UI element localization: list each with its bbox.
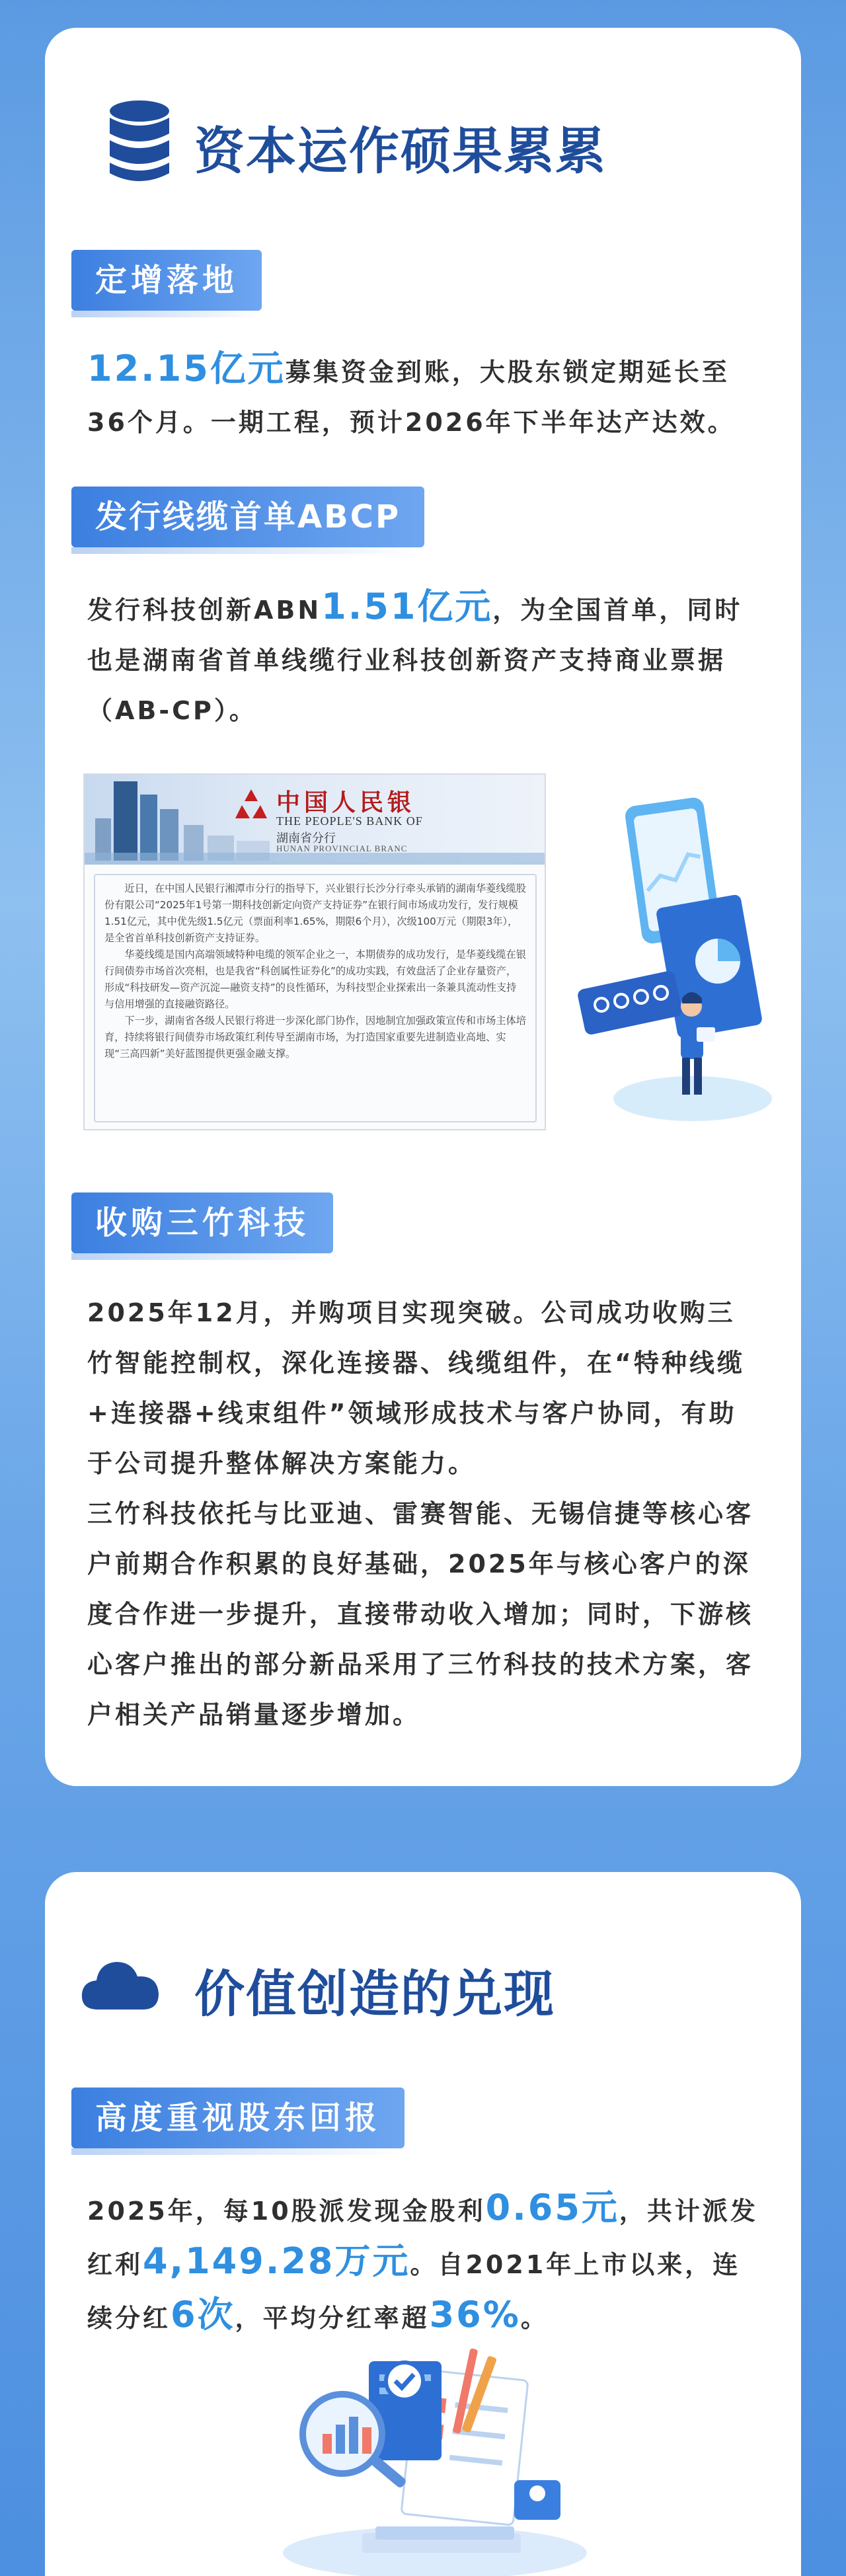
pboc-name-en: THE PEOPLE'S BANK OF (276, 814, 423, 828)
acquisition-paragraph-1: 2025年12月，并购项目实现突破。公司成功收购三竹智能控制权，深化连接器、线缆组件，在“特种线缆+连接器+线束组件”领域形成技术与客户协同，有助于公司提升整体解决方案能力。 (87, 1298, 745, 1478)
section-title: 资本运作硕果累累 (194, 122, 607, 180)
notice-paragraph: 近日，在中国人民银行湘潭市分行的指导下，兴业银行长沙分行牵头承销的湖南华菱线缆股份有限公司“2025年1号第一期科技创新定向资产支持证券”在银行间市场成功发行，发行规模1.51亿元，其中优先级1.5亿元（票面利率1.65%，期限6个月），次级100万元（期限3年），是全省首单科技创新资产支持证券。 (104, 882, 526, 944)
data-analyst-illustration (567, 788, 779, 1132)
acquisition-paragraph-2: 三竹科技依托与比亚迪、雷赛智能、无锡信捷等核心客户前期合作积累的良好基础，2025年与核心客户的深度合作进一步提升，直接带动收入增加；同时，下游核心客户推出的部分新品采用了三竹科技的技术方案，客户相关产品销量逐步增加。 (87, 1499, 754, 1729)
highlight-times: 6次 (171, 2294, 235, 2335)
notice-body (94, 874, 537, 1122)
pboc-branch-en: HUNAN PROVINCIAL BRANC (276, 843, 408, 853)
notice-paragraph: 华菱线缆是国内高端领域特种电缆的领军企业之一，本期债券的成功发行，是华菱线缆在银行间债券市场首次亮相，也是我省“科创属性证券化”的成功实践，有效盘活了企业存量资产，形成“科技研发—资产沉淀—融资支持”的良性循环，为科技型企业探索出一条兼具流动性支持与信用增强的直接融资路径。 (104, 949, 526, 1010)
pboc-banner (85, 775, 545, 865)
tag-private-placement: 定增落地 (71, 250, 262, 311)
capital-operation-card (45, 28, 801, 1786)
cloud-icon (79, 1957, 161, 2012)
highlight-total: 4,149.28万元 (143, 2240, 410, 2282)
pboc-notice-image (83, 773, 546, 1130)
database-icon (108, 99, 171, 185)
pboc-logo-icon (234, 787, 268, 821)
tag-acquisition: 收购三竹科技 (71, 1192, 333, 1253)
private-placement-text: 12.15亿元募集资金到账，大股东锁定期延长至36个月。一期工程，预计2026年下半年达产达效。 (87, 348, 736, 437)
report-analysis-illustration (263, 2335, 607, 2576)
section-title: 价值创造的兑现 (194, 1965, 555, 2023)
highlight-amount: 1.51亿元 (321, 586, 493, 627)
pboc-name-cn: 中国人民银 (276, 789, 416, 816)
tag-abcp: 发行线缆首单ABCP (71, 487, 424, 547)
dividend-text: 2025年，每10股派发现金股利0.65元，共计派发红利4,149.28万元。自2021年上市以来，连续分红6次，平均分红率超36%。 (87, 2187, 758, 2335)
value-creation-card (45, 1872, 801, 2576)
notice-paragraph: 下一步，湖南省各级人民银行将进一步深化部门协作，因地制宜加强政策宣传和市场主体培育，持续将银行间债券市场政策红利传导至湖南市场，为打造国家重要先进制造业高地、实现“三高四新”美好蓝图提供更强金融支撑。 (104, 1015, 526, 1060)
pboc-branch-cn: 湖南省分行 (276, 832, 336, 845)
highlight-ratio: 36% (429, 2294, 521, 2335)
abcp-text: 发行科技创新ABN1.51亿元，为全国首单，同时也是湖南省首单线缆行业科技创新资产支持商业票据（AB-CP）。 (87, 586, 743, 725)
highlight-dividend: 0.65元 (485, 2187, 619, 2228)
tag-shareholder-return: 高度重视股东回报 (71, 2088, 404, 2148)
highlight-amount: 12.15亿元 (87, 348, 286, 389)
